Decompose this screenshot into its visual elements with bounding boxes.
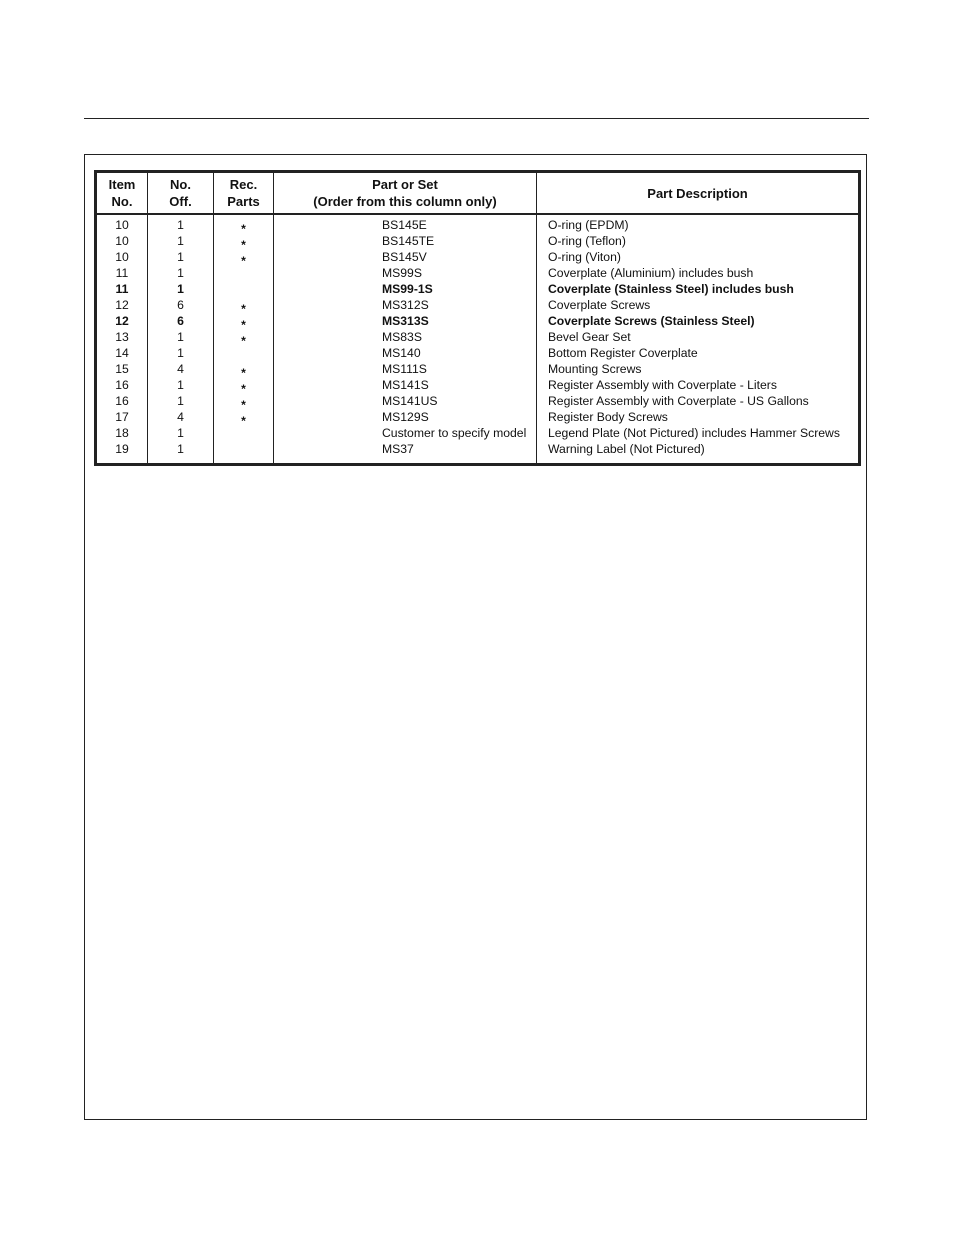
part-number-cell: BS145E — [274, 214, 537, 233]
header-no-off: No. Off. — [148, 172, 214, 215]
no-off-cell: 1 — [148, 441, 214, 465]
table-row — [96, 329, 860, 345]
table-row — [96, 345, 860, 361]
parts-table-body — [96, 214, 860, 465]
item-no-cell: 14 — [96, 345, 148, 361]
part-number-cell: MS141US — [274, 393, 537, 409]
part-number-cell: MS313S — [274, 313, 537, 329]
part-description-cell: Bevel Gear Set — [548, 330, 631, 344]
table-row — [96, 214, 860, 233]
rec-parts-cell — [214, 441, 274, 465]
item-no-cell: 10 — [96, 249, 148, 265]
rec-parts-cell — [214, 281, 274, 297]
rec-parts-cell: * — [214, 409, 274, 425]
rec-parts-cell: * — [214, 233, 274, 249]
item-no-cell: 17 — [96, 409, 148, 425]
rec-parts-cell: * — [214, 329, 274, 345]
header-part-description: Part Description — [537, 172, 860, 215]
table-row — [96, 233, 860, 249]
part-description-cell: O-ring (Viton) — [548, 250, 621, 264]
part-number-cell: MS111S — [274, 361, 537, 377]
table-row — [96, 425, 860, 441]
no-off-cell: 6 — [148, 297, 214, 313]
header-rec-parts: Rec. Parts — [214, 172, 274, 215]
rec-parts-cell: * — [214, 313, 274, 329]
item-no-cell: 12 — [96, 297, 148, 313]
part-description-cell: Bottom Register Coverplate — [548, 346, 698, 360]
no-off-cell: 1 — [148, 425, 214, 441]
no-off-cell: 6 — [148, 313, 214, 329]
rec-parts-cell: * — [214, 214, 274, 233]
rec-parts-cell: * — [214, 297, 274, 313]
item-no-cell: 13 — [96, 329, 148, 345]
rec-parts-cell — [214, 345, 274, 361]
item-no-cell: 16 — [96, 393, 148, 409]
part-number-cell: Customer to specify model — [274, 425, 537, 441]
item-no-cell: 10 — [96, 214, 148, 233]
part-description-cell: Coverplate Screws — [548, 298, 651, 312]
part-description-cell: Warning Label (Not Pictured) — [548, 442, 705, 456]
table-row — [96, 281, 860, 297]
rec-parts-cell: * — [214, 361, 274, 377]
part-number-cell: MS37 — [274, 441, 537, 465]
no-off-cell: 1 — [148, 265, 214, 281]
no-off-cell: 1 — [148, 377, 214, 393]
part-number-cell: MS140 — [274, 345, 537, 361]
item-no-cell: 12 — [96, 313, 148, 329]
header-part-or-set: Part or Set (Order from this column only) — [274, 172, 537, 215]
no-off-cell: 4 — [148, 409, 214, 425]
part-number-cell: MS83S — [274, 329, 537, 345]
table-header-row — [96, 172, 860, 215]
item-no-cell: 15 — [96, 361, 148, 377]
rec-parts-cell: * — [214, 393, 274, 409]
no-off-cell: 1 — [148, 281, 214, 297]
part-number-cell: MS141S — [274, 377, 537, 393]
part-description-cell: Mounting Screws — [548, 362, 642, 376]
no-off-cell: 1 — [148, 233, 214, 249]
item-no-cell: 18 — [96, 425, 148, 441]
part-description-cell: Legend Plate (Not Pictured) includes Hammer Screws — [548, 426, 840, 440]
table-row — [96, 265, 860, 281]
part-number-cell: BS145TE — [274, 233, 537, 249]
part-number-cell: MS312S — [274, 297, 537, 313]
no-off-cell: 1 — [148, 249, 214, 265]
table-row — [96, 441, 860, 465]
table-row — [96, 297, 860, 313]
table-row — [96, 249, 860, 265]
rec-parts-cell: * — [214, 249, 274, 265]
no-off-cell: 4 — [148, 361, 214, 377]
no-off-cell: 1 — [148, 393, 214, 409]
rec-parts-cell — [214, 265, 274, 281]
table-row — [96, 393, 860, 409]
part-description-cell: Register Assembly with Coverplate - US Gallons — [548, 394, 809, 408]
part-number-cell: BS145V — [274, 249, 537, 265]
rec-parts-cell — [214, 425, 274, 441]
part-description-cell: O-ring (EPDM) — [548, 218, 629, 232]
table-row — [96, 377, 860, 393]
no-off-cell: 1 — [148, 345, 214, 361]
part-description-cell: Register Body Screws — [548, 410, 668, 424]
item-no-cell: 19 — [96, 441, 148, 465]
part-number-cell: MS129S — [274, 409, 537, 425]
no-off-cell: 1 — [148, 329, 214, 345]
header-rule — [84, 118, 869, 119]
no-off-cell: 1 — [148, 214, 214, 233]
item-no-cell: 11 — [96, 265, 148, 281]
item-no-cell: 11 — [96, 281, 148, 297]
parts-table — [94, 170, 861, 466]
part-description-cell: Coverplate Screws (Stainless Steel) — [548, 314, 755, 328]
part-description-cell: Coverplate (Aluminium) includes bush — [548, 266, 754, 280]
item-no-cell: 16 — [96, 377, 148, 393]
part-number-cell: MS99-1S — [274, 281, 537, 297]
part-description-cell: O-ring (Teflon) — [548, 234, 626, 248]
table-row — [96, 361, 860, 377]
table-row — [96, 313, 860, 329]
rec-parts-cell: * — [214, 377, 274, 393]
item-no-cell: 10 — [96, 233, 148, 249]
part-description-cell: Coverplate (Stainless Steel) includes bush — [548, 282, 794, 296]
part-number-cell: MS99S — [274, 265, 537, 281]
header-item-no: Item No. — [96, 172, 148, 215]
table-row — [96, 409, 860, 425]
part-description-cell: Register Assembly with Coverplate - Liters — [548, 378, 777, 392]
